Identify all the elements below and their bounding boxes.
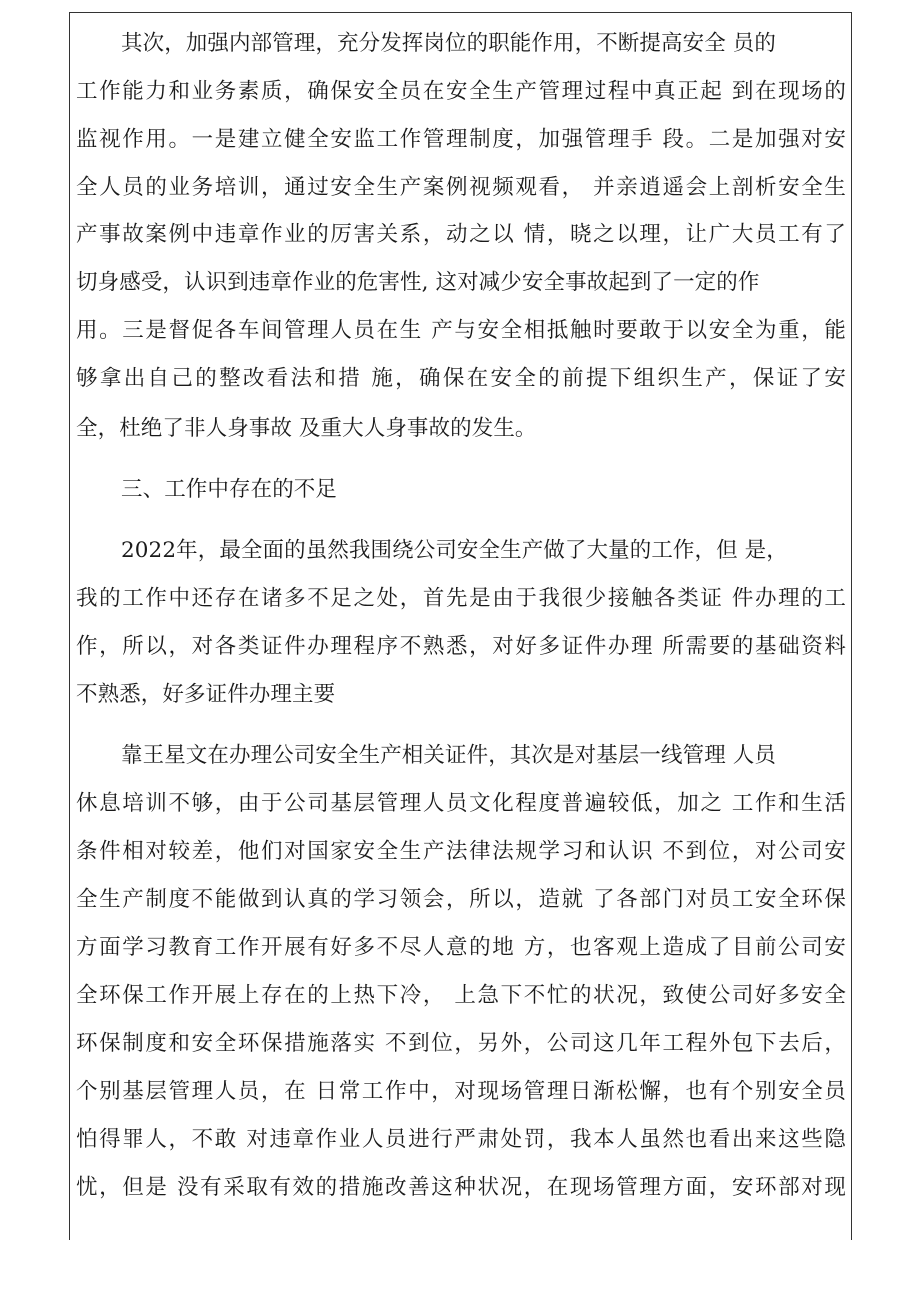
paragraph-1-line-2: 工作能力和业务素质，确保安全员在安全生产管理过程中真正起 到在现场的	[76, 79, 846, 104]
paragraph-3-line-3: 条件相对较差，他们对国家安全生产法律法规学习和认识 不到位，对公司安	[76, 839, 846, 864]
paragraph-1-line-4: 全人员的业务培训，通过安全生产案例视频观看， 并亲逍遥会上剖析安全生	[76, 175, 846, 200]
paragraph-3-line-1: 靠王星文在办理公司安全生产相关证件，其次是对基层一线管理 人员	[121, 743, 776, 768]
paragraph-2-line-4: 不熟悉，好多证件办理主要	[76, 682, 336, 707]
paragraph-1-line-1: 其次，加强内部管理，充分发挥岗位的职能作用，不断提高安全 员的	[121, 31, 776, 56]
paragraph-3-line-10: 忧，但是 没有采取有效的措施改善这种状况，在现场管理方面，安环部对现	[76, 1175, 846, 1200]
paragraph-1-line-9: 全，杜绝了非人身事故 及重大人身事故的发生。	[76, 416, 537, 441]
paragraph-3-line-8: 个别基层管理人员，在 日常工作中，对现场管理日渐松懈，也有个别安全员	[76, 1079, 846, 1104]
paragraph-1-line-5: 产事故案例中违章作业的厉害关系，动之以 情，晓之以理，让广大员工有了	[76, 222, 846, 247]
paragraph-2-line-2: 我的工作中还存在诸多不足之处，首先是由于我很少接触各类证 件办理的工	[76, 586, 846, 611]
paragraph-3-line-9: 怕得罪人，不敢 对违章作业人员进行严肃处罚，我本人虽然也看出来这些隐	[76, 1127, 846, 1152]
paragraph-2-line-3: 作，所以，对各类证件办理程序不熟悉，对好多证件办理 所需要的基础资料	[76, 634, 846, 659]
paragraph-3-line-2: 休息培训不够，由于公司基层管理人员文化程度普遍较低，加之 工作和生活	[76, 791, 846, 816]
paragraph-3-line-4: 全生产制度不能做到认真的学习领会，所以，造就 了各部门对员工安全环保	[76, 887, 846, 912]
paragraph-1-line-3: 监视作用。一是建立健全安监工作管理制度，加强管理手 段。二是加强对安	[76, 127, 846, 152]
paragraph-1-line-6: 切身感受，认识到违章作业的危害性, 这对减少安全事故起到了一定的作	[76, 270, 760, 295]
paragraph-2-line-1: 2022年，最全面的虽然我围绕公司安全生产做了大量的工作，但 是，	[121, 538, 788, 563]
paragraph-1-line-7: 用。三是督促各车间管理人员在生 产与安全相抵触时要敢于以安全为重，能	[76, 318, 846, 343]
paragraph-3-line-6: 全环保工作开展上存在的上热下冷， 上急下不忙的状况，致使公司好多安全	[76, 983, 846, 1008]
paragraph-3-line-5: 方面学习教育工作开展有好多不尽人意的地 方，也客观上造成了目前公司安	[76, 935, 846, 960]
paragraph-1-line-8: 够拿出自己的整改看法和措 施，确保在安全的前提下组织生产，保证了安	[76, 366, 846, 391]
section-heading: 三、工作中存在的不足	[121, 477, 338, 502]
paragraph-3-line-7: 环保制度和安全环保措施落实 不到位，另外，公司这几年工程外包下去后，	[76, 1031, 846, 1056]
